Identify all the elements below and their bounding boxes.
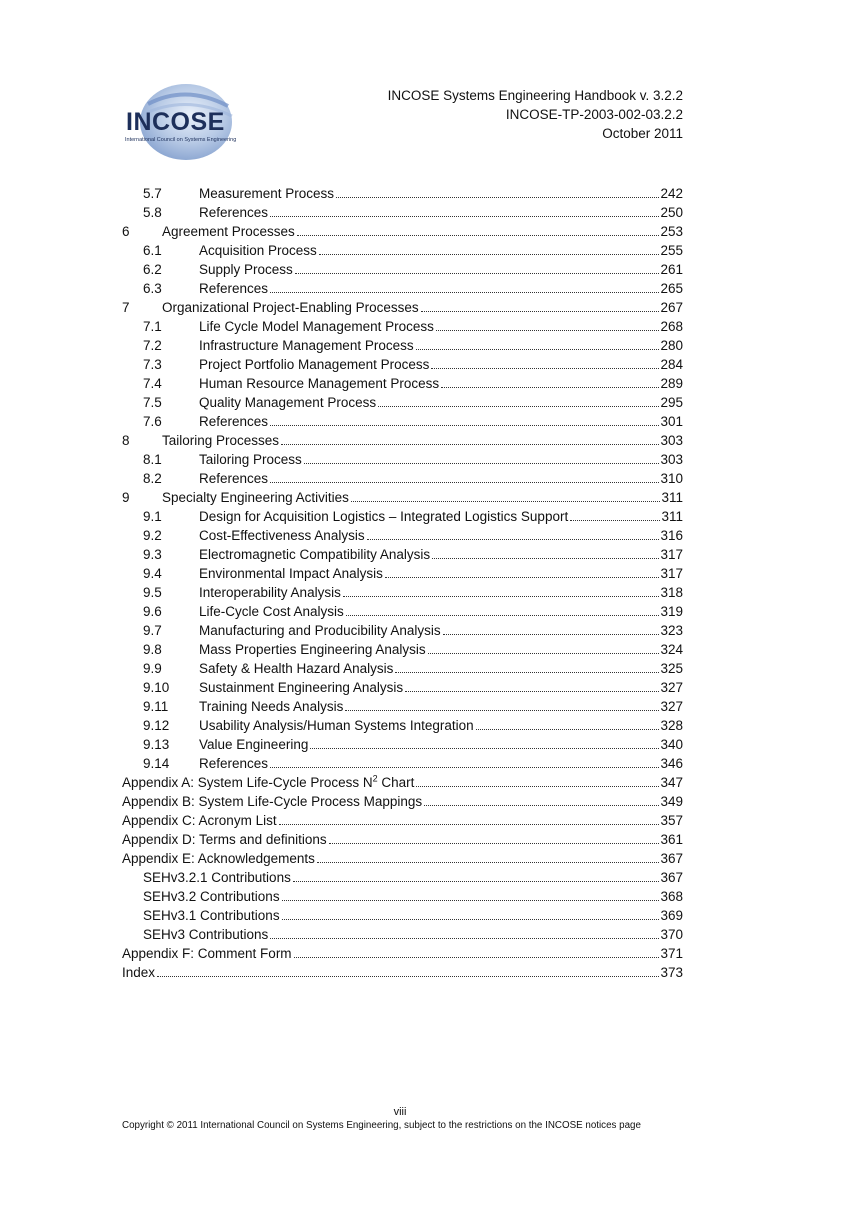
toc-entry-title: Specialty Engineering Activities <box>162 490 349 505</box>
toc-entry-page: 324 <box>660 642 683 657</box>
toc-entry-page: 289 <box>660 376 683 391</box>
toc-entry-title: Appendix E: Acknowledgements <box>122 851 315 866</box>
dot-leader <box>270 478 659 483</box>
toc-entry-number: 9.2 <box>143 528 162 543</box>
toc-entry-number: 9.13 <box>143 737 170 752</box>
toc-entry-title <box>122 773 414 792</box>
toc-entry-number: 7.1 <box>143 319 162 334</box>
toc-entry-page: 361 <box>660 832 683 847</box>
toc-entry-number: 9.5 <box>143 585 162 600</box>
logo-wordmark: INCOSE <box>126 108 225 136</box>
toc-entry-page: 340 <box>660 737 683 752</box>
toc-entry-number: 5.7 <box>143 186 162 201</box>
toc-entry[interactable] <box>122 621 683 640</box>
toc-entry[interactable] <box>122 602 683 621</box>
toc-entry-number: 7.2 <box>143 338 162 353</box>
toc-entry-page: 317 <box>660 566 683 581</box>
toc-entry[interactable] <box>122 260 683 279</box>
incose-logo <box>120 82 246 162</box>
toc-entry-page: 267 <box>660 300 683 315</box>
toc-entry-page: 261 <box>660 262 683 277</box>
toc-entry-number: 8.1 <box>143 452 162 467</box>
document-date: October 2011 <box>602 126 683 141</box>
toc-entry-number: 6.3 <box>143 281 162 296</box>
dot-leader <box>395 668 659 673</box>
dot-leader <box>317 858 660 863</box>
toc-entry-number: 6 <box>122 224 130 239</box>
toc-entry-number: 9.6 <box>143 604 162 619</box>
toc-entry-page: 316 <box>660 528 683 543</box>
toc-entry[interactable] <box>122 241 683 260</box>
toc-entry[interactable] <box>122 355 683 374</box>
toc-entry-page: 327 <box>660 680 683 695</box>
dot-leader <box>319 250 660 255</box>
dot-leader <box>270 934 659 939</box>
toc-entry[interactable] <box>122 697 683 716</box>
toc-entry-number: 9.3 <box>143 547 162 562</box>
toc-entry[interactable] <box>122 336 683 355</box>
toc-entry-number: 9.7 <box>143 623 162 638</box>
toc-entry-number: 9.4 <box>143 566 162 581</box>
dot-leader <box>416 782 659 787</box>
toc-entry[interactable] <box>122 944 683 963</box>
toc-entry-title: Tailoring Processes <box>162 433 280 448</box>
toc-entry-title: Cost-Effectiveness Analysis <box>199 528 365 543</box>
toc-entry-page: 346 <box>660 756 683 771</box>
toc-entry[interactable] <box>122 222 683 241</box>
toc-entry[interactable] <box>122 583 683 602</box>
toc-entry-page: 318 <box>660 585 683 600</box>
toc-entry-title: Appendix C: Acronym List <box>122 813 277 828</box>
toc-entry[interactable] <box>122 678 683 697</box>
toc-entry[interactable] <box>122 526 683 545</box>
toc-entry-page: 357 <box>660 813 683 828</box>
toc-entry-title: Index <box>122 965 156 980</box>
toc-entry-number: 7.4 <box>143 376 162 391</box>
toc-entry-title: References <box>199 205 269 220</box>
toc-entry-title: Life Cycle Model Management Process <box>199 319 434 334</box>
dot-leader <box>428 649 660 654</box>
copyright-notice: Copyright © 2011 International Council on Systems Engineering, subject to the restrictions on the INCOSE notices page <box>122 1120 641 1131</box>
toc-entry-title: Appendix F: Comment Form <box>122 946 292 961</box>
toc-entry[interactable] <box>122 488 683 507</box>
toc-entry-title: Life-Cycle Cost Analysis <box>199 604 344 619</box>
toc-entry-page: 317 <box>660 547 683 562</box>
toc-entry-title: Appendix B: System Life-Cycle Process Mappings <box>122 794 423 809</box>
toc-entry-title: SEHv3.2 Contributions <box>143 889 280 904</box>
dot-leader <box>270 421 659 426</box>
toc-entry[interactable] <box>122 754 683 773</box>
toc-entry[interactable] <box>122 887 683 906</box>
toc-entry-title: Organizational Project-Enabling Processes <box>162 300 419 315</box>
toc-entry[interactable] <box>122 507 683 526</box>
toc-entry-title: Quality Management Process <box>199 395 377 410</box>
dot-leader <box>304 459 660 464</box>
dot-leader <box>282 896 660 901</box>
toc-entry-title: Tailoring Process <box>199 452 302 467</box>
handbook-title: INCOSE Systems Engineering Handbook v. 3.2.2 <box>387 88 683 103</box>
toc-entry-page: 242 <box>660 186 683 201</box>
toc-entry[interactable] <box>122 298 683 317</box>
dot-leader <box>421 307 660 312</box>
toc-entry-title: References <box>199 281 269 296</box>
dot-leader <box>345 706 659 711</box>
toc-entry-title: Project Portfolio Management Process <box>199 357 430 372</box>
toc-entry-page: 284 <box>660 357 683 372</box>
page-number: viii <box>393 1106 407 1118</box>
toc-entry[interactable] <box>122 545 683 564</box>
toc-entry-page: 295 <box>660 395 683 410</box>
toc-entry-page: 323 <box>660 623 683 638</box>
toc-entry[interactable] <box>122 279 683 298</box>
toc-entry-number: 7 <box>122 300 130 315</box>
toc-entry-title: References <box>199 414 269 429</box>
toc-entry-page: 311 <box>661 490 683 505</box>
dot-leader <box>281 440 659 445</box>
dot-leader <box>441 383 659 388</box>
toc-entry-number: 7.3 <box>143 357 162 372</box>
dot-leader <box>351 497 661 502</box>
toc-entry-page: 253 <box>660 224 683 239</box>
toc-entry[interactable] <box>122 469 683 488</box>
toc-entry-number: 8.2 <box>143 471 162 486</box>
dot-leader <box>367 535 660 540</box>
toc-entry-number: 9.8 <box>143 642 162 657</box>
toc-entry-page: 265 <box>660 281 683 296</box>
toc-entry[interactable] <box>122 716 683 735</box>
toc-entry-number: 9.9 <box>143 661 162 676</box>
dot-leader <box>293 877 660 882</box>
toc-entry-page: 250 <box>660 205 683 220</box>
toc-entry-title: SEHv3.2.1 Contributions <box>143 870 291 885</box>
toc-entry-title: Agreement Processes <box>162 224 295 239</box>
toc-entry[interactable] <box>122 811 683 830</box>
toc-entry-number: 6.1 <box>143 243 162 258</box>
toc-entry-number: 9.14 <box>143 756 170 771</box>
dot-leader <box>385 573 660 578</box>
document-id: INCOSE-TP-2003-002-03.2.2 <box>505 107 683 122</box>
toc-entry-title: Design for Acquisition Logistics – Integrated Logistics Support <box>199 509 569 524</box>
dot-leader <box>336 193 659 198</box>
toc-entry-number: 9.1 <box>143 509 162 524</box>
toc-entry-title: Environmental Impact Analysis <box>199 566 383 581</box>
toc-entry-page: 255 <box>660 243 683 258</box>
toc-entry-title: Interoperability Analysis <box>199 585 341 600</box>
dot-leader <box>270 763 659 768</box>
toc-entry-page: 319 <box>660 604 683 619</box>
dot-leader <box>282 915 660 920</box>
toc-entry-number: 9.10 <box>143 680 170 695</box>
dot-leader <box>270 288 659 293</box>
dot-leader <box>378 402 659 407</box>
dot-leader <box>270 212 659 217</box>
dot-leader <box>436 326 660 331</box>
toc-entry-page: 327 <box>660 699 683 714</box>
toc-entry[interactable] <box>122 564 683 583</box>
toc-entry-title: References <box>199 756 269 771</box>
logo-subtitle: International Council on Systems Engineering <box>125 137 237 143</box>
dot-leader <box>157 972 659 977</box>
toc-entry[interactable] <box>122 203 683 222</box>
toc-entry-title-text: Appendix A: System Life-Cycle Process N <box>122 775 373 790</box>
toc-entry-title: Appendix D: Terms and definitions <box>122 832 327 847</box>
toc-entry-page: 367 <box>660 851 683 866</box>
toc-entry-title: Usability Analysis/Human Systems Integration <box>199 718 474 733</box>
toc-entry[interactable] <box>122 374 683 393</box>
toc-entry[interactable] <box>122 849 683 868</box>
toc-entry-title-suffix: Chart <box>377 775 415 790</box>
toc-entry-page: 347 <box>660 775 683 790</box>
toc-entry-page: 301 <box>660 414 683 429</box>
table-of-contents <box>122 184 683 982</box>
toc-entry[interactable] <box>122 830 683 849</box>
dot-leader <box>405 687 659 692</box>
toc-entry[interactable] <box>122 450 683 469</box>
toc-entry[interactable] <box>122 792 683 811</box>
toc-entry[interactable] <box>122 906 683 925</box>
toc-entry-title: Human Resource Management Process <box>199 376 440 391</box>
toc-entry-title: Value Engineering <box>199 737 309 752</box>
toc-entry-page: 268 <box>660 319 683 334</box>
toc-entry[interactable] <box>122 317 683 336</box>
toc-entry[interactable] <box>122 659 683 678</box>
toc-entry-number: 9.12 <box>143 718 170 733</box>
toc-entry-title: Supply Process <box>199 262 293 277</box>
toc-entry-page: 310 <box>660 471 683 486</box>
toc-entry-title: Safety & Health Hazard Analysis <box>199 661 394 676</box>
toc-entry-page: 368 <box>660 889 683 904</box>
toc-entry-title: Measurement Process <box>199 186 335 201</box>
toc-entry-number: 5.8 <box>143 205 162 220</box>
toc-entry-page: 311 <box>661 509 683 524</box>
toc-entry-title: SEHv3 Contributions <box>143 927 269 942</box>
dot-leader <box>424 801 659 806</box>
toc-entry-title: Sustainment Engineering Analysis <box>199 680 404 695</box>
toc-entry[interactable] <box>122 412 683 431</box>
toc-entry-number: 7.5 <box>143 395 162 410</box>
toc-entry-page: 280 <box>660 338 683 353</box>
toc-entry-page: 303 <box>660 433 683 448</box>
dot-leader <box>416 345 660 350</box>
toc-entry-title: Infrastructure Management Process <box>199 338 414 353</box>
dot-leader <box>329 839 660 844</box>
toc-entry-title: Training Needs Analysis <box>199 699 344 714</box>
dot-leader <box>570 516 660 521</box>
toc-entry-number: 8 <box>122 433 130 448</box>
toc-entry-title: References <box>199 471 269 486</box>
dot-leader <box>297 231 660 236</box>
toc-entry-page: 303 <box>660 452 683 467</box>
dot-leader <box>295 269 660 274</box>
toc-entry[interactable] <box>122 963 683 982</box>
dot-leader <box>476 725 660 730</box>
dot-leader <box>310 744 659 749</box>
toc-entry[interactable] <box>122 925 683 944</box>
toc-entry-number: 9.11 <box>143 699 169 714</box>
toc-entry-page: 371 <box>660 946 683 961</box>
dot-leader <box>346 611 660 616</box>
toc-entry[interactable] <box>122 773 683 792</box>
toc-entry-page: 328 <box>660 718 683 733</box>
toc-entry-title: Electromagnetic Compatibility Analysis <box>199 547 431 562</box>
toc-entry-title: SEHv3.1 Contributions <box>143 908 280 923</box>
toc-entry-page: 369 <box>660 908 683 923</box>
toc-entry-number: 7.6 <box>143 414 162 429</box>
dot-leader <box>443 630 660 635</box>
superscript: 2 <box>372 773 378 784</box>
dot-leader <box>294 953 660 958</box>
dot-leader <box>343 592 660 597</box>
toc-entry[interactable] <box>122 184 683 203</box>
toc-entry-title: Manufacturing and Producibility Analysis <box>199 623 441 638</box>
dot-leader <box>279 820 660 825</box>
toc-entry-page: 325 <box>660 661 683 676</box>
toc-entry[interactable] <box>122 393 683 412</box>
toc-entry-number: 6.2 <box>143 262 162 277</box>
toc-entry-page: 367 <box>660 870 683 885</box>
toc-entry[interactable] <box>122 735 683 754</box>
dot-leader <box>432 554 659 559</box>
toc-entry-page: 349 <box>660 794 683 809</box>
toc-entry-title: Acquisition Process <box>199 243 317 258</box>
toc-entry[interactable] <box>122 431 683 450</box>
toc-entry[interactable] <box>122 640 683 659</box>
toc-entry[interactable] <box>122 868 683 887</box>
toc-entry-number: 9 <box>122 490 130 505</box>
toc-entry-title: Mass Properties Engineering Analysis <box>199 642 426 657</box>
toc-entry-page: 373 <box>660 965 683 980</box>
dot-leader <box>431 364 659 369</box>
toc-entry-page: 370 <box>660 927 683 942</box>
